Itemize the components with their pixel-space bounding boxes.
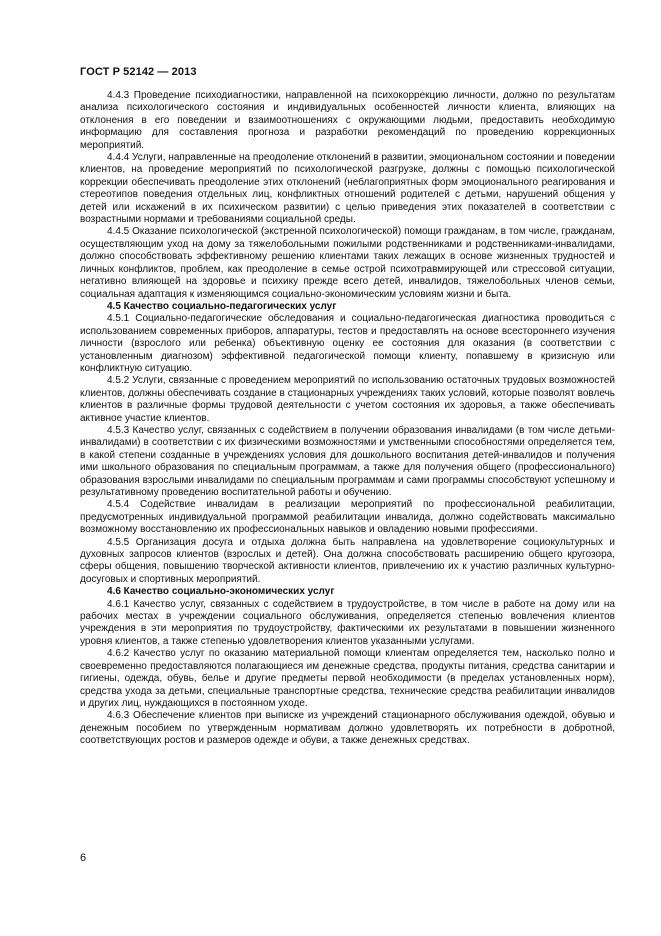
paragraph-4-4-3: 4.4.3 Проведение психодиагностики, направленной на психокоррекцию личности, должно по результатам анализа психологического состояния и индивидуальных особенностей личности клиента, влияющих на отклонения в его поведении и взаимоотношениях с окружающими людьми, предоставить необходимую информацию для составления прогноза и разработки рекомендаций по проведению коррекционных мероприятий. <box>80 90 615 151</box>
paragraph-4-6-3: 4.6.3 Обеспечение клиентов при выписке из учреждений стационарного обслуживания одеждой, обувью и денежным пособием по утвержденным нормативам должно удовлетворять их потребности в добротной, соответствующих ростов и размеров одежде и обуви, а также денежных средствах. <box>80 710 615 747</box>
paragraph-4-5-3: 4.5.3 Качество услуг, связанных с содействием в получении образования инвалидами (в том числе детьми-инвалидами) в соответствии с их физическими возможностями и умственными способностями определяется тем, в какой степени созданные в учреждениях условия для дошкольного воспитания детей-инвалидов и получения ими школьного образования по специальным программам, а также для получения общего (профессионального) образования взрослыми инвалидами по специальным программам и сами программы способствуют успешному и результативному проведению воспитательной работы и обучению. <box>80 424 615 498</box>
paragraph-4-5-1: 4.5.1 Социально-педагогические обследования и социально-педагогическая диагностика проводиться с использованием современных приборов, аппаратуры, тестов и предоставлять на основе всестороннего изучения личности (взрослого или ребенка) объективную оценку ее состояния для оказания (в соответствии с установленным диагнозом) эффективной педагогической помощи клиенту, попавшему в кризисную или конфликтную ситуацию. <box>80 313 615 374</box>
paragraph-4-6-2: 4.6.2 Качество услуг по оказанию материальной помощи клиентам определяется тем, насколько полно и своевременно предоставляются полагающиеся им денежные средства, продукты питания, средства санитарии и гигиены, одежда, обувь, белье и другие предметы первой необходимости (в пределах установленных норм), средства ухода за детьми, специальные транспортные средства, технические средства реабилитации инвалидов и других лиц, нуждающихся в постоянном уходе. <box>80 648 615 709</box>
paragraph-4-5-5: 4.5.5 Организация досуга и отдыха должна быть направлена на удовлетворение социокультурных и духовных запросов клиентов (взрослых и детей). Она должна способствовать расширению общего кругозора, сферы общения, повышению творческой активности клиентов, привлечению их к участию различных культурно-досуговых и спортивных мероприятий. <box>80 536 615 585</box>
paragraph-4-4-4: 4.4.4 Услуги, направленные на преодоление отклонений в развитии, эмоциональном состоянии и поведении клиентов, на проведение мероприятий по психологической разгрузке, должны с помощью психологической коррекции обеспечивать преодоление этих отклонений (неблагоприятных форм эмоционального реагирования и стереотипов поведения отдельных лиц, конфликтных отношений родителей с детьми, нарушений общения у детей или искажений в их психическом развитии) с целью приведения этих показателей в соответствии с возрастными нормами и требованиями социальной среды. <box>80 152 615 226</box>
paragraph-4-5-2: 4.5.2 Услуги, связанные с проведением мероприятий по использованию остаточных трудовых возможностей клиентов, должны обеспечивать создание в стационарных учреждениях таких условий, которые позволят вовлечь клиентов в различные формы трудовой деятельности с учетом состояния их здоровья, а также обеспечивать активное участие клиентов. <box>80 375 615 424</box>
section-heading-4-6: 4.6 Качество социально-экономических услуг <box>107 586 335 598</box>
paragraph-4-6-1: 4.6.1 Качество услуг, связанных с содействием в трудоустройстве, в том числе в работе на дому или на рабочих местах в учреждении социального обслуживания, определяется степенью вовлечения клиентов учреждения в эти мероприятия по трудоустройству, фактическими их результатами в повышении жизненного уровня клиентов, а также степенью удовлетворения клиентов указанными услугами. <box>80 598 615 647</box>
document-header: ГОСТ Р 52142 — 2013 <box>80 66 197 78</box>
document-body <box>80 90 615 748</box>
paragraph-4-5-4: 4.5.4 Содействие инвалидам в реализации мероприятий по профессиональной реабилитации, предусмотренных индивидуальной программой реабилитации инвалида, должно содействовать максимально возможному восстановлению их профессиональных навыков и овладению новыми профессиями. <box>80 499 615 536</box>
paragraph-4-4-5: 4.4.5 Оказание психологической (экстренной психологической) помощи гражданам, в том числе, гражданам, осуществляющим уход на дому за тяжелобольными пожилыми родственниками и родственниками-инвалидами, должно способствовать эффективному решению клиентами таких лежащих в основе жизненных трудностей и личных конфликтов, проблем, как преодоление в семье острой психотравмирующей или стрессовой ситуации, негативно влияющей на здоровье и психику прежде всего детей, инвалидов, тяжелобольных членов семьи, социальная адаптация к изменяющимся социально-экономическим условиям жизни и быта. <box>80 226 615 300</box>
section-heading-4-5: 4.5 Качество социально-педагогических услуг <box>107 300 337 312</box>
page-number: 6 <box>80 852 87 864</box>
